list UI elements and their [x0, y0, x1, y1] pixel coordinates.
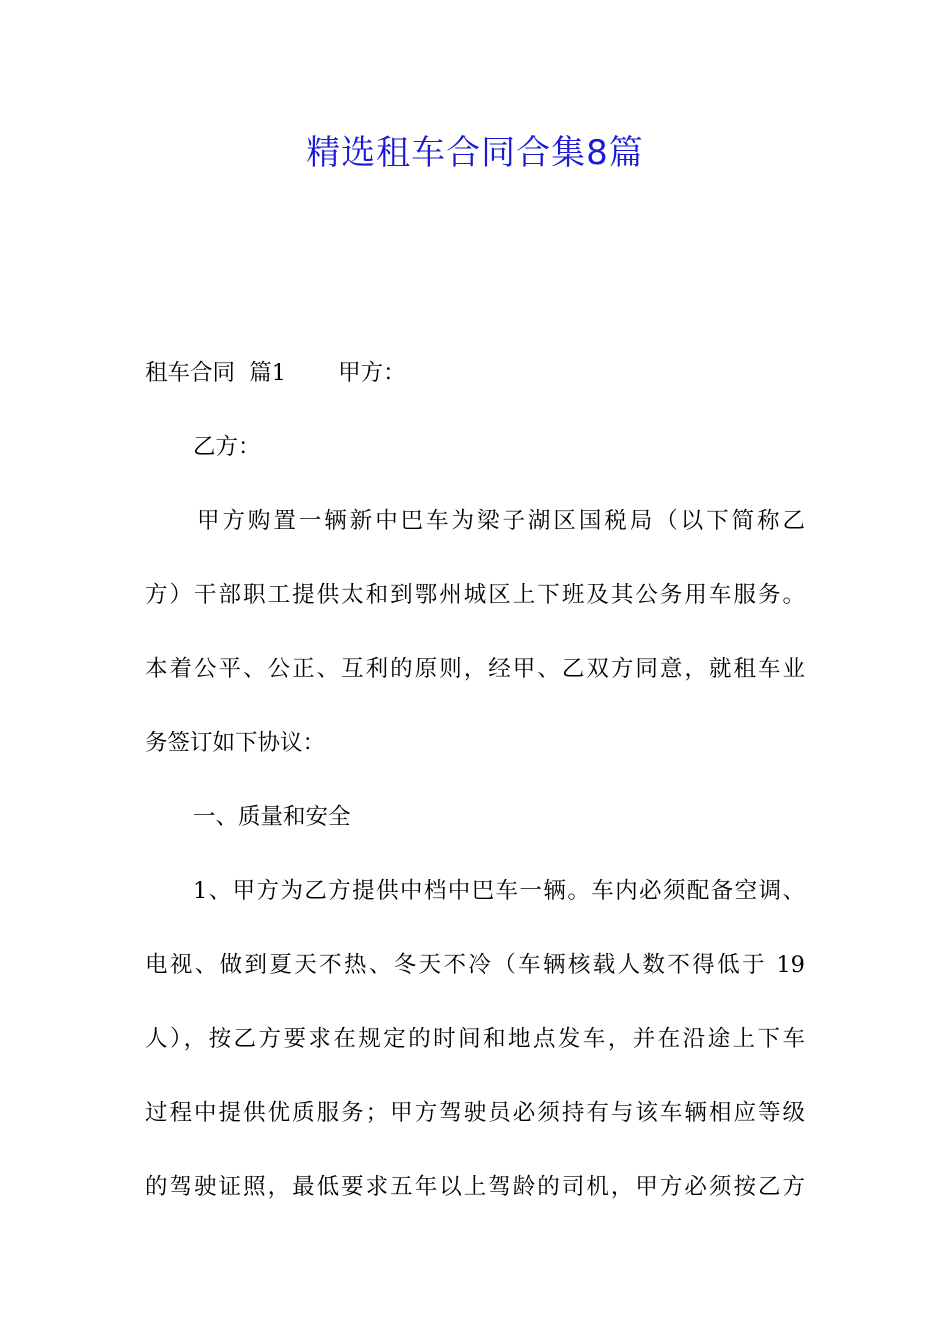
paragraph-line: 过程中提供优质服务；甲方驾驶员必须持有与该车辆相应等级	[145, 1100, 805, 1126]
paragraph-line: 电视、做到夏天不热、冬天不冷（车辆核载人数不得低于 19	[145, 952, 805, 978]
section-heading: 一、质量和安全	[193, 804, 351, 830]
paragraph-line: 1、甲方为乙方提供中档中巴车一辆。车内必须配备空调、	[193, 878, 805, 904]
paragraph-line: 人），按乙方要求在规定的时间和地点发车，并在沿途上下车	[145, 1026, 805, 1052]
paragraph-line: 的驾驶证照，最低要求五年以上驾龄的司机，甲方必须按乙方	[145, 1174, 805, 1200]
paragraph-line: 务签订如下协议：	[145, 730, 326, 756]
paragraph-line: 本着公平、公正、互利的原则，经甲、乙双方同意，就租车业	[145, 656, 805, 682]
contract-heading-line	[145, 336, 805, 410]
contract-label: 租车合同 篇1	[145, 360, 287, 386]
party-a-label: 甲方：	[338, 360, 406, 386]
document-body	[145, 336, 805, 1224]
party-b-label: 乙方：	[193, 434, 261, 460]
paragraph-line: 方）干部职工提供太和到鄂州城区上下班及其公务用车服务。	[145, 582, 805, 608]
paragraph-line: 甲方购置一辆新中巴车为梁子湖区国税局（以下简称乙	[197, 508, 805, 534]
document-title: 精选租车合同合集8篇	[306, 133, 644, 173]
